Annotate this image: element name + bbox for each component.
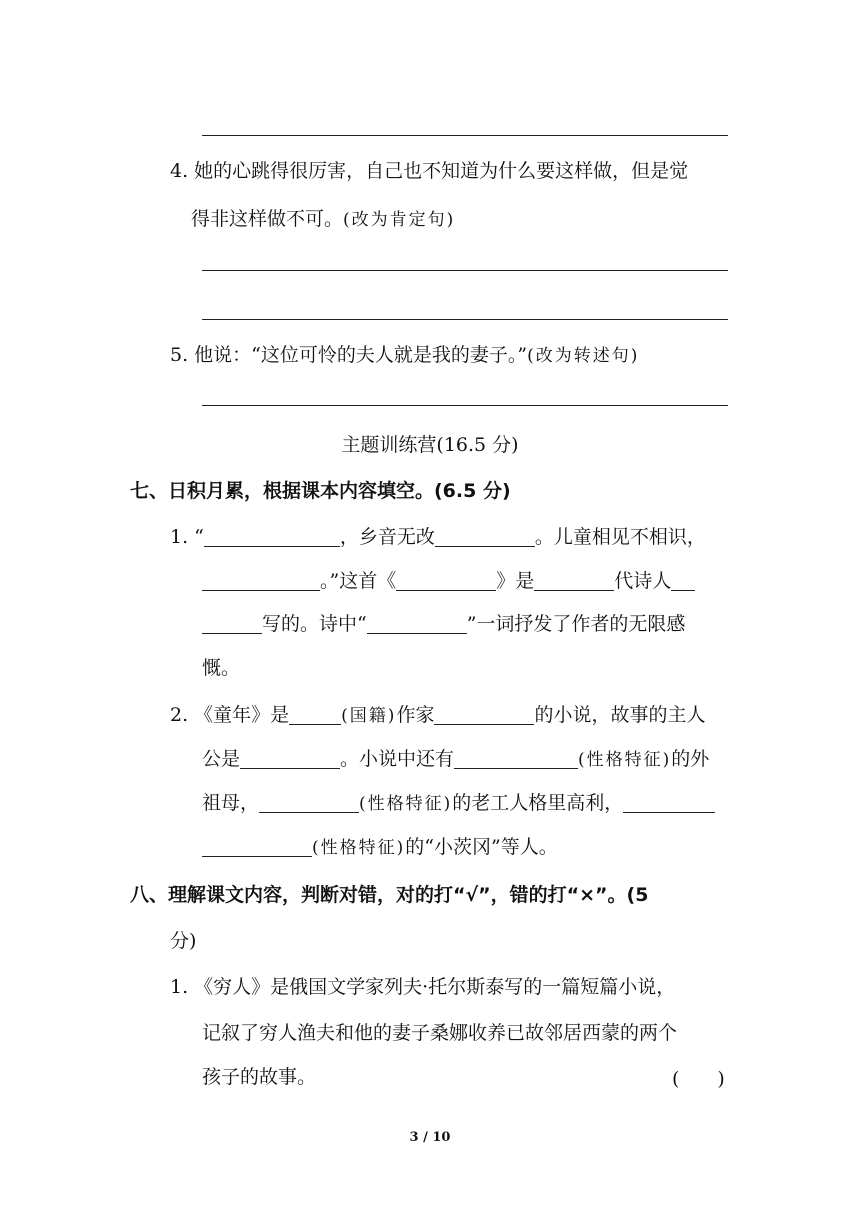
s7-q2-line1 [170, 702, 705, 729]
q5-line [170, 342, 639, 369]
text: 2. 《童年》是 [170, 704, 290, 726]
blank[interactable] [289, 704, 341, 725]
blank[interactable] [240, 748, 340, 769]
s7-q2-line4 [202, 834, 558, 861]
blank[interactable] [534, 570, 614, 591]
blank[interactable] [454, 748, 578, 769]
q5-instruction: (改为转述句) [527, 346, 640, 366]
blank[interactable] [396, 570, 496, 591]
s8-q1-line2: 记叙了穷人渔夫和他的妻子桑娜收养已故邻居西蒙的两个 [202, 1022, 678, 1044]
page-number: 3 / 10 [409, 1130, 451, 1145]
s7-q1-line4: 慨。 [202, 657, 241, 679]
text: 公是 [202, 748, 241, 770]
answer-line [202, 319, 728, 320]
s7-q2-line2 [202, 746, 709, 773]
s7-q2-line3 [202, 790, 715, 817]
section7-heading: 七、日积月累，根据课本内容填空。(6.5 分) [130, 480, 511, 502]
text: 的小说，故事的主人 [534, 704, 706, 726]
text: 。儿童相见不相识， [534, 526, 706, 548]
q4-line1: 4. 她的心跳得很厉害，自己也不知道为什么要这样做，但是觉 [170, 160, 689, 182]
s7-q1-line1 [170, 524, 706, 550]
answer-line [202, 135, 728, 136]
q4-text: 得非这样做不可。 [191, 208, 344, 230]
section-title: 主题训练营(16.5 分) [341, 434, 519, 456]
s8-q1-line3: 孩子的故事。 [202, 1066, 317, 1088]
blank[interactable] [202, 613, 262, 634]
text: 的“小茨冈”等人。 [405, 836, 558, 858]
text: 写的。诗中“ [262, 613, 367, 635]
text: ”一词抒发了作者的无限感 [466, 613, 686, 635]
text: 的外 [671, 748, 710, 770]
q4-line2 [191, 206, 455, 233]
hint: (性格特征) [578, 750, 672, 770]
answer-bracket[interactable]: ( ) [672, 1068, 725, 1090]
text: 。”这首《 [320, 570, 397, 592]
text: 》是 [496, 570, 535, 592]
hint: (性格特征) [359, 794, 453, 814]
text: 代诗人 [614, 570, 672, 592]
s8-q1-line1: 1. 《穷人》是俄国文学家列夫·托尔斯泰写的一篇短篇小说， [170, 976, 676, 998]
section8-heading: 八、理解课文内容，判断对错，对的打“√”，错的打“×”。(5 [130, 884, 649, 906]
blank[interactable] [671, 570, 695, 591]
hint: (国籍) [341, 706, 397, 726]
answer-line [202, 405, 728, 406]
q5-text: 5. 他说：“这位可怜的夫人就是我的妻子。” [170, 344, 528, 366]
blank[interactable] [204, 526, 340, 547]
blank[interactable] [435, 526, 535, 547]
text: 的老工人格里高利， [452, 792, 624, 814]
blank[interactable] [434, 704, 534, 725]
s7-q1-line3 [202, 611, 685, 637]
blank[interactable] [202, 836, 312, 857]
q4-instruction: (改为肯定句) [343, 210, 456, 230]
blank[interactable] [367, 613, 467, 634]
text: 。小说中还有 [340, 748, 455, 770]
blank[interactable] [259, 792, 359, 813]
text: 1. “ [170, 526, 204, 548]
answer-line [202, 270, 728, 271]
blank[interactable] [623, 792, 715, 813]
s7-q1-line2 [202, 568, 695, 594]
hint: (性格特征) [312, 838, 406, 858]
text: ，乡音无改 [339, 526, 435, 548]
section8-heading-cont: 分) [170, 930, 197, 952]
blank[interactable] [202, 570, 320, 591]
text: 祖母， [202, 792, 260, 814]
text: 作家 [396, 704, 435, 726]
